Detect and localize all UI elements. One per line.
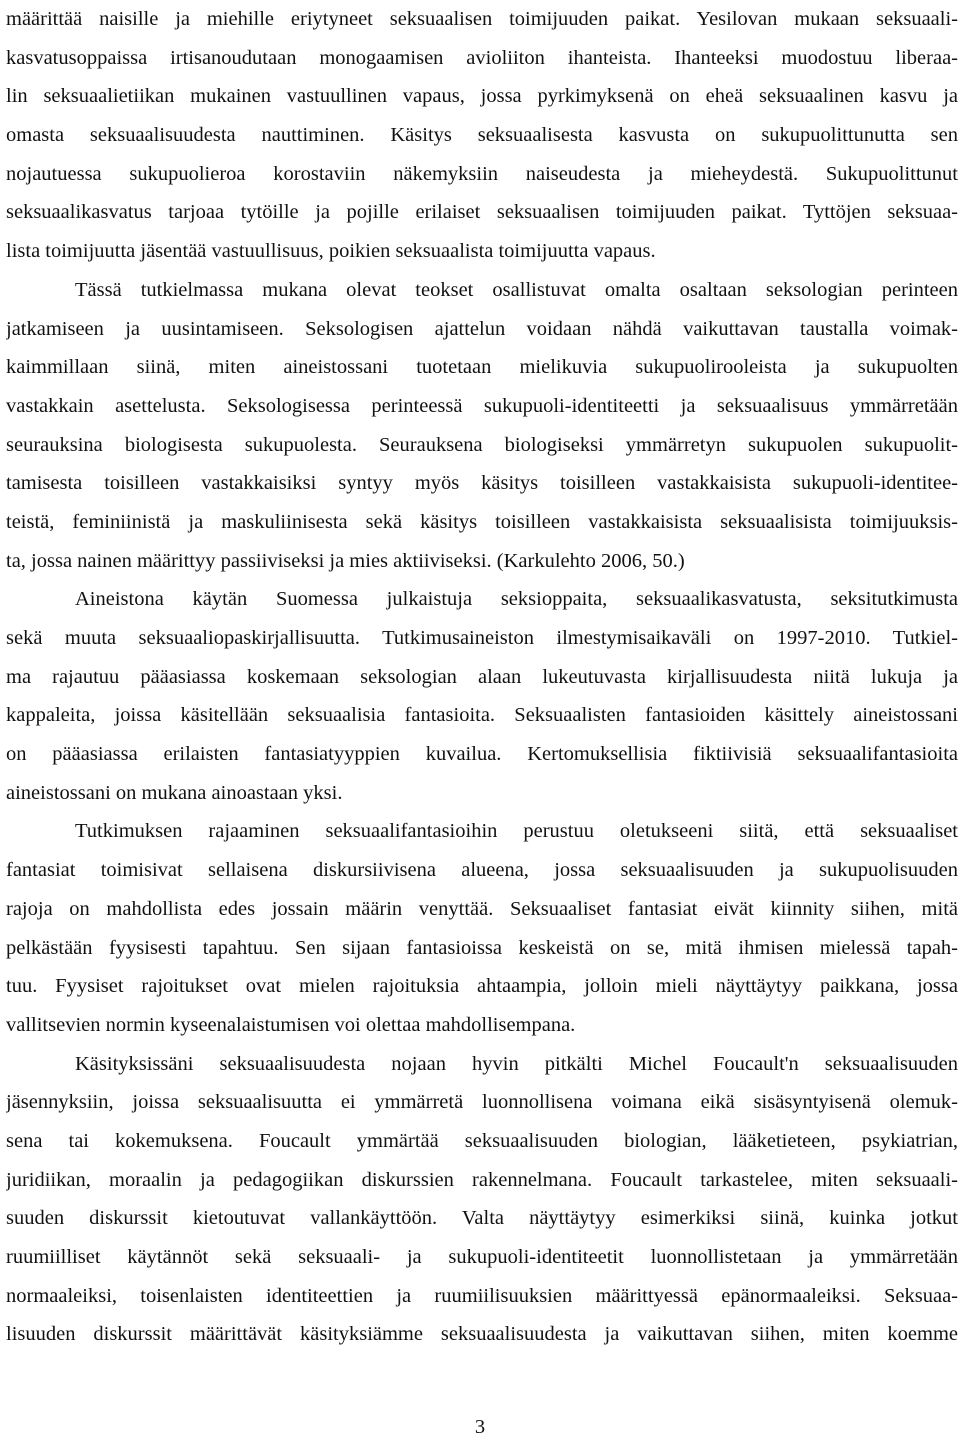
text-line: sekä muuta seksuaaliopaskirjallisuutta. Tutkimusaineiston ilmestymisaikaväli on 1997-2010. Tutkiel-: [6, 627, 958, 649]
text-line: pelkästään fyysisesti tapahtuu. Sen sijaan fantasioissa keskeistä on se, mitä ihmisen mielessä tapah-: [6, 936, 958, 959]
text-line: ruumiilliset käytännöt sekä seksuaali- ja sukupuoli-identiteetit luonnollistetaan ja ymmärretään: [6, 1246, 958, 1268]
text-line: vastakkain asettelusta. Seksologisessa perinteessä sukupuoli-identiteetti ja seksuaalisuus ymmärretään: [6, 394, 958, 417]
text-line: määrittää naisille ja miehille eriytyneet seksuaalisen toimijuuden paikat. Yesilovan mukaan seksuaali-: [6, 8, 958, 30]
text-line: kasvatusoppaissa irtisanoudutaan monogaamisen avioliiton ihanteista. Ihanteeksi muodostuu liberaa-: [6, 46, 958, 69]
text-line: lista toimijuutta jäsentää vastuullisuus, poikien seksuaalista toimijuutta vapaus.: [6, 240, 656, 263]
text-line: lisuuden diskurssit määrittävät käsityksiämme seksuaalisuudesta ja vaikuttavan siihen, miten koemme: [6, 1323, 958, 1346]
text-line: kaimmillaan siinä, miten aineistossani tuotetaan mielikuvia sukupuolirooleista ja sukupuolten: [6, 356, 958, 379]
text-line: sena tai kokemuksena. Foucault ymmärtää seksuaalisuuden biologian, lääketieteen, psykiatrian,: [6, 1129, 958, 1152]
body-text: [6, 0, 958, 1354]
text-line: ma rajautuu pääasiassa koskemaan seksologian alaan lukeutuvasta kirjallisuudesta niitä lukuja ja: [6, 665, 958, 688]
text-line: vallitsevien normin kyseenalaistumisen voi olettaa mahdollisempana.: [6, 1013, 576, 1036]
text-line: teistä, feminiinistä ja maskuliinisesta sekä käsitys toisilleen vastakkaisista seksuaalisista toimijuuksis-: [6, 510, 958, 533]
text-line: Tutkimuksen rajaaminen seksuaalifantasioihin perustuu oletukseeni siitä, että seksuaaliset: [75, 820, 958, 843]
paragraph: [6, 0, 958, 271]
paragraph: [6, 812, 958, 1044]
paragraph: [6, 1045, 958, 1355]
text-line: juridiikan, moraalin ja pedagogiikan diskurssien rakennelmana. Foucault tarkastelee, miten seksuaali-: [6, 1168, 958, 1191]
text-line: tuu. Fyysiset rajoitukset ovat mielen rajoituksia ahtaampia, jolloin mieli näyttäytyy paikkana, jossa: [6, 975, 958, 998]
text-line: omasta seksuaalisuudesta nauttiminen. Käsitys seksuaalisesta kasvusta on sukupuolittunutta sen: [6, 124, 958, 147]
text-line: on pääasiassa erilaisten fantasiatyyppien kuvailua. Kertomuksellisia fiktiivisiä seksuaalifantasioita: [6, 743, 958, 766]
paragraph: [6, 580, 958, 812]
text-line: lin seksuaalietiikan mukainen vastuullinen vapaus, jossa pyrkimyksenä on eheä seksuaalinen kasvu ja: [6, 85, 958, 108]
text-line: aineistossani on mukana ainoastaan yksi.: [6, 781, 343, 804]
text-line: ta, jossa nainen määrittyy passiiviseksi ja mies aktiiviseksi. (Karkulehto 2006, 50.): [6, 549, 685, 572]
text-line: fantasiat toimisivat sellaisena diskursiivisena alueena, jossa seksuaalisuuden ja sukupuolisuuden: [6, 859, 958, 882]
text-line: seurauksina biologisesta sukupuolesta. Seurauksena biologiseksi ymmärretyn sukupuolen sukupuolit-: [6, 433, 958, 456]
text-line: nojautuessa sukupuolieroa korostaviin näkemyksiin naiseudesta ja mieheydestä. Sukupuolittunut: [6, 162, 958, 185]
page-number: 3: [474, 1416, 486, 1438]
text-line: jäsennyksiin, joissa seksuaalisuutta ei ymmärretä luonnollisena voimana eikä sisäsyntyisenä olemuk-: [6, 1091, 958, 1114]
text-line: seksuaalikasvatus tarjoaa tytöille ja pojille erilaiset seksuaalisen toimijuuden paikat. Tyttöjen seksuaa-: [6, 201, 958, 224]
text-line: Käsityksissäni seksuaalisuudesta nojaan hyvin pitkälti Michel Foucault'n seksuaalisuuden: [75, 1052, 958, 1075]
text-line: suuden diskurssit kietoutuvat vallankäyttöön. Valta näyttäytyy esimerkiksi siinä, kuinka jotkut: [6, 1207, 958, 1230]
paragraph: [6, 271, 958, 581]
text-line: tamisesta toisilleen vastakkaisiksi syntyy myös käsitys toisilleen vastakkaisista sukupuoli-identitee-: [6, 472, 958, 495]
text-line: kappaleita, joissa käsitellään seksuaalisia fantasioita. Seksuaalisten fantasioiden käsittely aineistossani: [6, 704, 958, 727]
text-line: jatkamiseen ja uusintamiseen. Seksologisen ajattelun voidaan nähdä vaikuttavan taustalla voimak-: [6, 317, 958, 340]
text-line: Tässä tutkielmassa mukana olevat teokset osallistuvat omalta osaltaan seksologian perinteen: [75, 278, 958, 301]
text-line: rajoja on mahdollista edes jossain määrin venyttää. Seksuaaliset fantasiat eivät kiinnity siihen, mitä: [6, 897, 958, 920]
text-line: normaaleiksi, toisenlaisten identiteettien ja ruumiilisuuksien määrittyessä epänormaaleiksi. Seksuaa-: [6, 1284, 958, 1307]
text-line: Aineistona käytän Suomessa julkaistuja seksioppaita, seksuaalikasvatusta, seksitutkimusta: [75, 588, 958, 611]
